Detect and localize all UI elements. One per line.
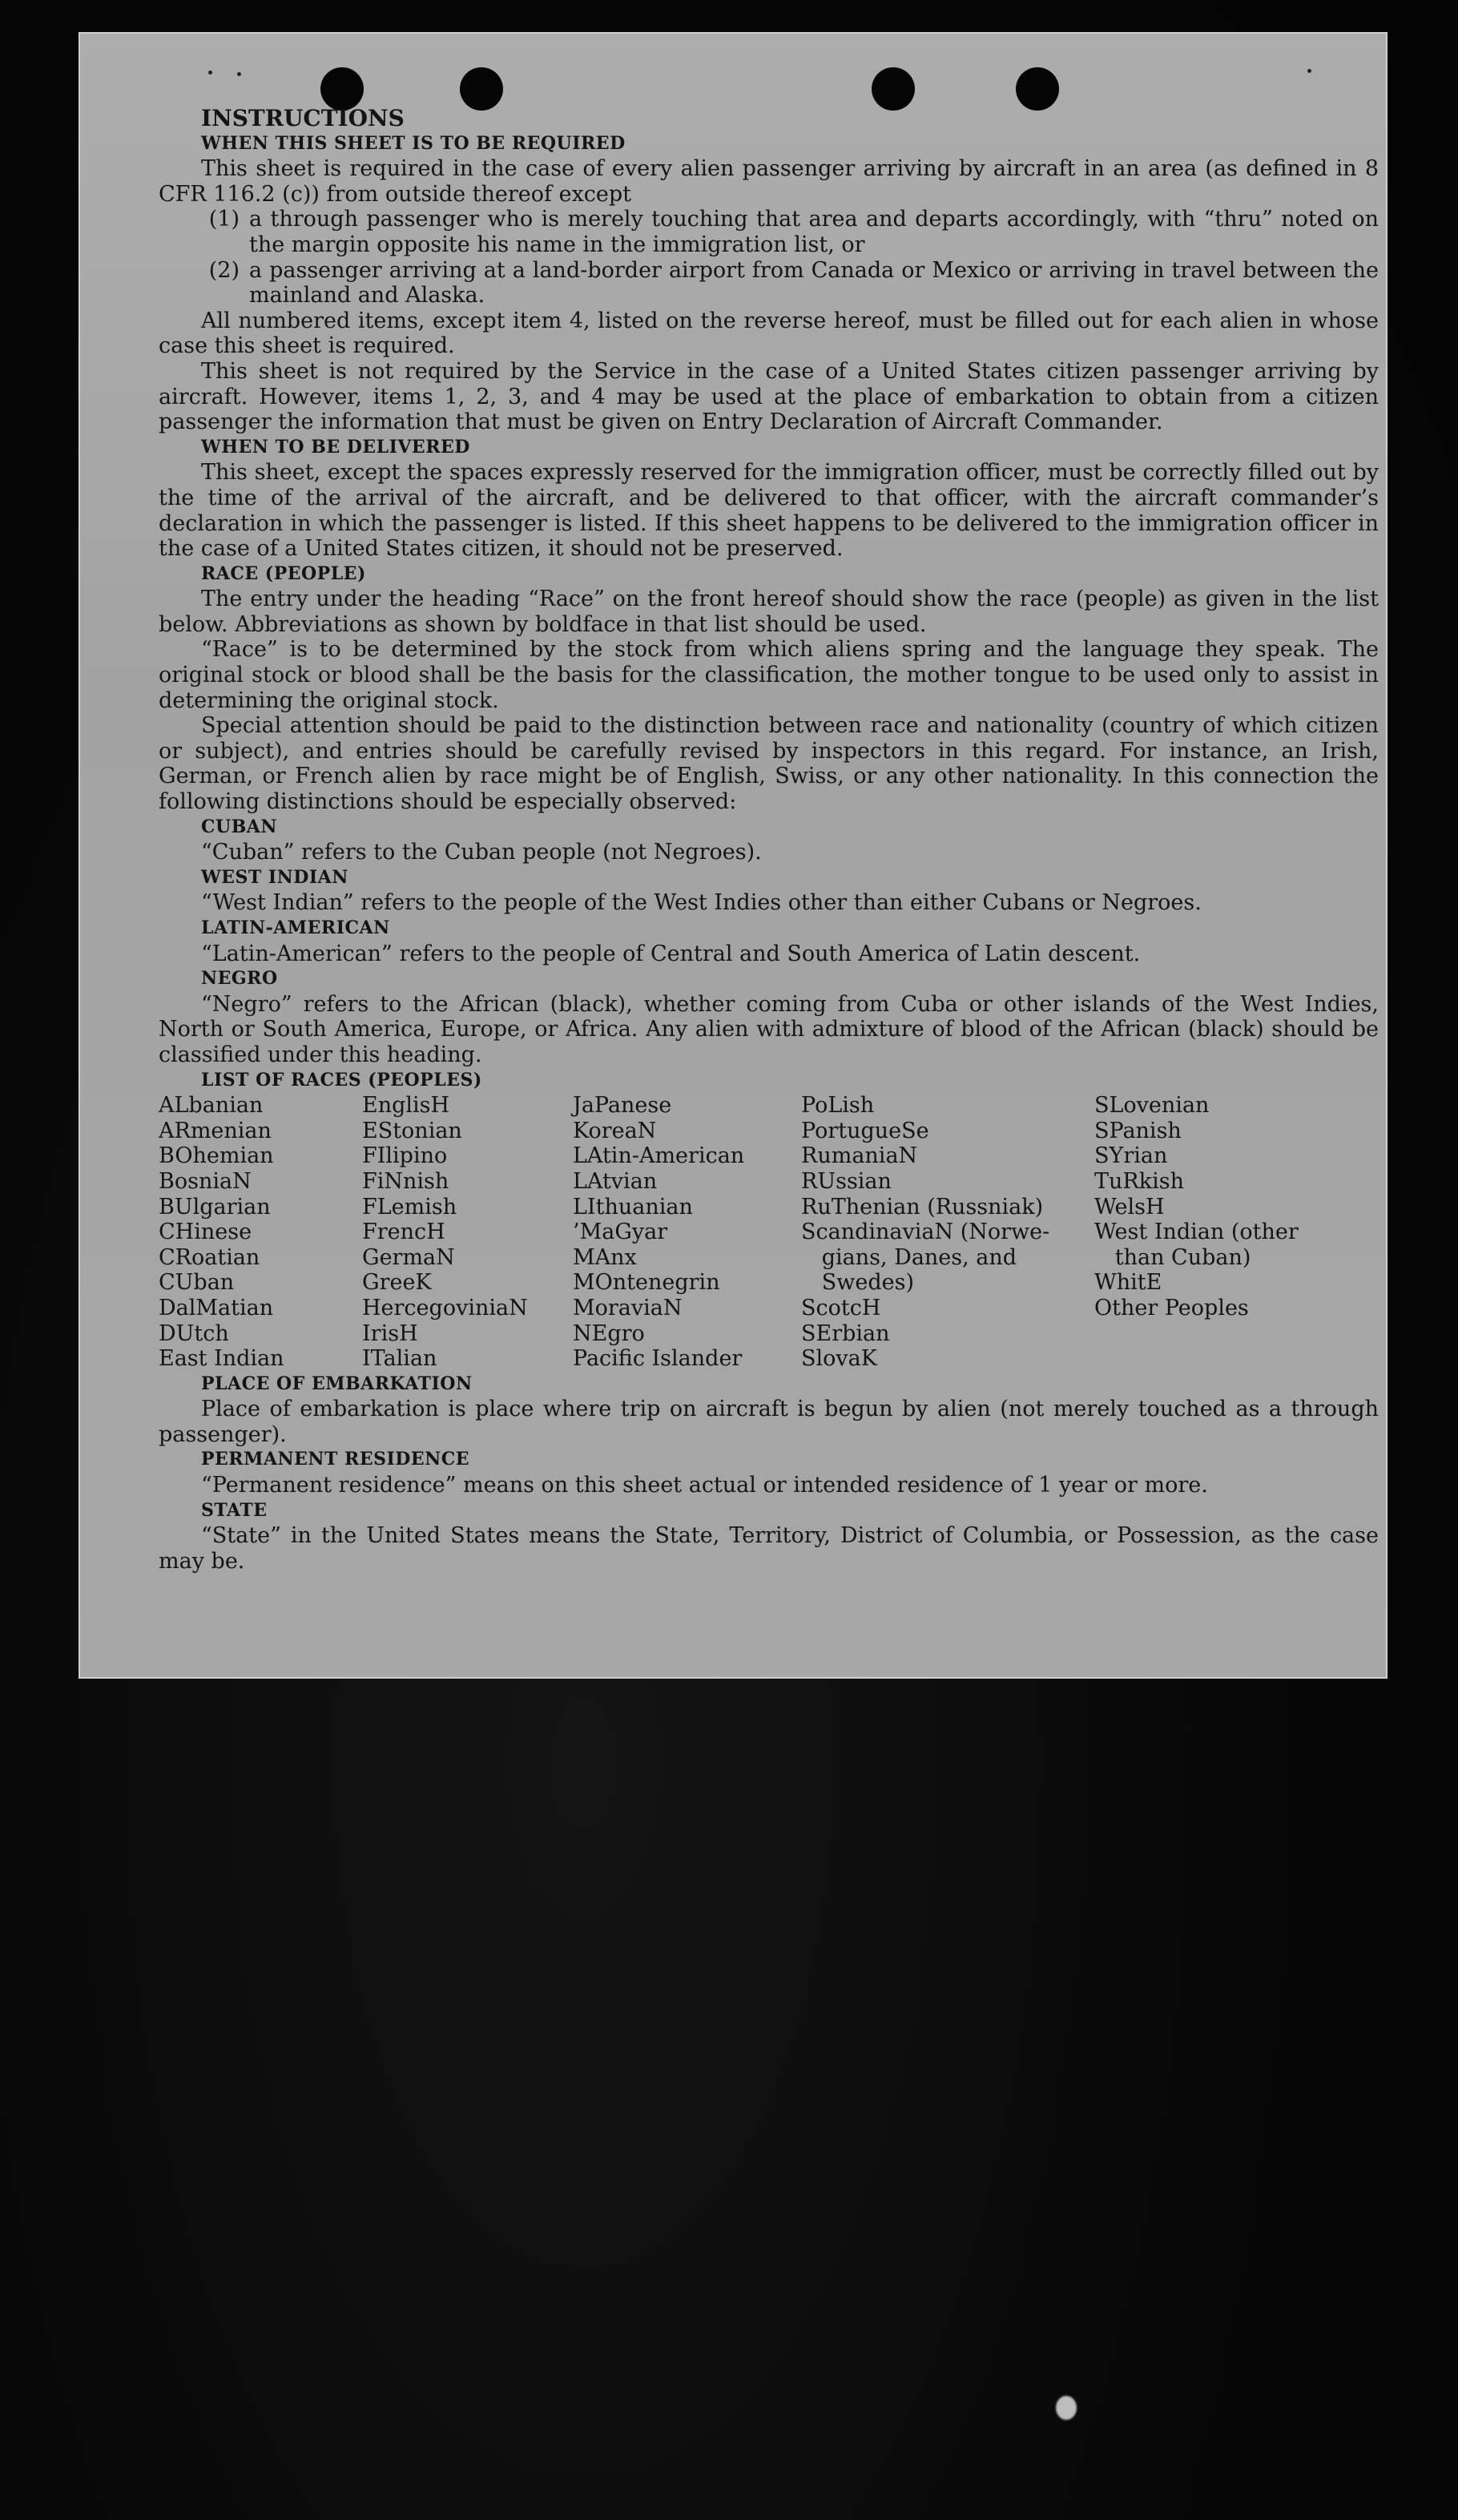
race-column xyxy=(801,1093,1094,1372)
paragraph: The entry under the heading “Race” on the front hereof should show the race (people) as given in the list below. Abbreviations as shown by boldface in that list should be used. xyxy=(159,587,1379,637)
race-entry: LIthuanian xyxy=(573,1194,693,1220)
paragraph: “Latin-American” refers to the people of Central and South America of Latin descent. xyxy=(201,941,1141,966)
section-heading: RACE (PEOPLE) xyxy=(201,562,366,584)
paragraph: This sheet, except the spaces expressly reserved for the immigration officer, must be correctly filled out by the time of the arrival of the aircraft, and be delivered to that officer, with the aircraft commander’s declaration in which the passenger is listed. If this sheet happens to be delivered to the immigration officer in the case of a United States citizen, it should not be preserved. xyxy=(159,460,1379,562)
race-entry: ITalian xyxy=(362,1346,437,1372)
section-heading: WEST INDIAN xyxy=(201,866,348,888)
section-heading: WHEN THIS SHEET IS TO BE REQUIRED xyxy=(201,132,626,154)
race-entry: DalMatian xyxy=(159,1295,274,1320)
race-entry: WelsH xyxy=(1094,1194,1165,1220)
page-title: INSTRUCTIONS xyxy=(201,105,405,131)
section-heading: LATIN-AMERICAN xyxy=(201,917,390,938)
punch-hole xyxy=(872,67,915,111)
punch-hole xyxy=(460,67,503,111)
enumerated-item xyxy=(159,207,1379,257)
race-column xyxy=(1094,1093,1379,1372)
race-entry: EStonian xyxy=(362,1118,462,1143)
race-entry: East Indian xyxy=(159,1346,284,1372)
dust-speck xyxy=(1056,2396,1077,2420)
scan-mark xyxy=(1307,69,1311,73)
item-text: a passenger arriving at a land-border airport from Canada or Mexico or arriving in travel between the mainland and Alaska. xyxy=(249,257,1379,308)
item-text: a through passenger who is merely touching that area and departs accordingly, with “thru” noted on the margin opposite his name in the immigration list, or xyxy=(249,207,1379,257)
race-entry: TuRkish xyxy=(1094,1168,1184,1194)
instruction-sheet xyxy=(79,32,1388,1679)
race-entry: SLovenian xyxy=(1094,1093,1210,1119)
paragraph: “Cuban” refers to the Cuban people (not Negroes). xyxy=(201,840,762,865)
scan-mark xyxy=(237,72,241,76)
race-entry: HercegoviniaN xyxy=(362,1295,528,1320)
paragraph: This sheet is not required by the Service in the case of a United States citizen passenger arriving by aircraft. However, items 1, 2, 3, and 4 may be used at the place of embarkation to obtain from a citizen passenger the information that must be given on Entry Declaration of Aircraft Commander. xyxy=(159,358,1379,435)
race-entry: CUban xyxy=(159,1270,235,1296)
race-entry: DUtch xyxy=(159,1320,229,1346)
race-entry: Pacific Islander xyxy=(573,1346,743,1372)
race-entry: EnglisH xyxy=(362,1093,450,1119)
race-entry: CHinese xyxy=(159,1220,252,1245)
section-heading: NEGRO xyxy=(201,968,278,990)
section-heading: STATE xyxy=(201,1499,268,1521)
race-entry: ARmenian xyxy=(159,1118,272,1143)
race-entry: ’MaGyar xyxy=(573,1220,668,1245)
race-entry: LAtvian xyxy=(573,1168,658,1194)
race-entry: IrisH xyxy=(362,1320,418,1346)
punch-hole xyxy=(1016,67,1059,111)
race-entry: JaPanese xyxy=(573,1093,672,1119)
race-entry: SYrian xyxy=(1094,1143,1168,1169)
scan-mark xyxy=(208,71,212,75)
race-entry: Swedes) xyxy=(801,1270,914,1296)
section-heading: CUBAN xyxy=(201,816,277,837)
race-entry: Other Peoples xyxy=(1094,1295,1249,1320)
race-entry: MAnx xyxy=(573,1244,637,1270)
race-entry: NEgro xyxy=(573,1320,645,1346)
race-entry: BUlgarian xyxy=(159,1194,271,1220)
race-entry: than Cuban) xyxy=(1094,1244,1251,1270)
punch-hole xyxy=(320,67,364,111)
race-entry: FLemish xyxy=(362,1194,457,1220)
paragraph: All numbered items, except item 4, listed on the reverse hereof, must be filled out for each alien in whose case this sheet is required. xyxy=(159,308,1379,359)
instructions-text xyxy=(159,106,1379,1574)
section-heading: LIST OF RACES (PEOPLES) xyxy=(201,1069,482,1091)
paragraph: This sheet is required in the case of every alien passenger arriving by aircraft in an area (as defined in 8 CFR 116.2 (c)) from outside thereof except xyxy=(159,156,1379,207)
race-column xyxy=(573,1093,801,1372)
race-entry: KoreaN xyxy=(573,1118,657,1143)
race-entry: gians, Danes, and xyxy=(801,1244,1017,1270)
race-entry: BOhemian xyxy=(159,1143,274,1169)
race-entry: RumaniaN xyxy=(801,1143,918,1169)
race-entry: PortugueSe xyxy=(801,1118,929,1143)
paragraph: “Negro” refers to the African (black), whether coming from Cuba or other islands of the West Indies, North or South America, Europe, or Africa. Any alien with admixture of blood of the African (black) should be classified under this heading. xyxy=(159,991,1379,1067)
paragraph: “West Indian” refers to the people of the West Indies other than either Cubans or Negroes. xyxy=(201,890,1202,916)
race-entry: WhitE xyxy=(1094,1270,1162,1296)
race-entry: ScandinaviaN (Norwe- xyxy=(801,1220,1050,1245)
race-entry: CRoatian xyxy=(159,1244,260,1270)
race-entry: ScotcH xyxy=(801,1295,881,1320)
race-entry: FIlipino xyxy=(362,1143,448,1169)
race-entry: MoraviaN xyxy=(573,1295,683,1320)
race-column xyxy=(362,1093,573,1372)
race-entry: SErbian xyxy=(801,1320,890,1346)
race-entry: SlovaK xyxy=(801,1346,877,1372)
item-number: (2) xyxy=(208,257,240,283)
race-entry: FiNnish xyxy=(362,1168,449,1194)
race-list xyxy=(159,1093,1379,1372)
race-entry: GermaN xyxy=(362,1244,455,1270)
paragraph: “State” in the United States means the State, Territory, District of Columbia, or Possession, as the case may be. xyxy=(159,1523,1379,1574)
race-entry: West Indian (other xyxy=(1094,1220,1299,1245)
paragraph: “Permanent residence” means on this sheet actual or intended residence of 1 year or more. xyxy=(201,1473,1208,1498)
race-entry: PoLish xyxy=(801,1093,875,1119)
item-number: (1) xyxy=(208,207,240,232)
race-entry: GreeK xyxy=(362,1270,432,1296)
race-entry: ALbanian xyxy=(159,1093,264,1119)
paragraph: Place of embarkation is place where trip on aircraft is begun by alien (not merely touched as a through passenger). xyxy=(159,1397,1379,1447)
race-entry: SPanish xyxy=(1094,1118,1182,1143)
section-heading: WHEN TO BE DELIVERED xyxy=(201,436,470,458)
race-entry: MOntenegrin xyxy=(573,1270,720,1296)
race-entry: FrencH xyxy=(362,1220,445,1245)
section-heading: PERMANENT RESIDENCE xyxy=(201,1449,469,1470)
race-entry: RUssian xyxy=(801,1168,892,1194)
race-entry: RuThenian (Russniak) xyxy=(801,1194,1044,1220)
race-entry: BosniaN xyxy=(159,1168,252,1194)
race-column xyxy=(159,1093,362,1372)
enumerated-item xyxy=(159,258,1379,308)
paragraph: Special attention should be paid to the distinction between race and nationality (country of which citizen or subject), and entries should be carefully revised by inspectors in this regard. For instance, an Irish, German, or French alien by race might be of English, Swiss, or any other nationality. In this connection the following distinctions should be especially observed: xyxy=(159,713,1379,815)
paragraph: “Race” is to be determined by the stock from which aliens spring and the language they speak. The original stock or blood shall be the basis for the classification, the mother tongue to be used only to assist in determining the original stock. xyxy=(159,637,1379,713)
section-heading: PLACE OF EMBARKATION xyxy=(201,1373,473,1394)
race-entry: LAtin-American xyxy=(573,1143,745,1169)
